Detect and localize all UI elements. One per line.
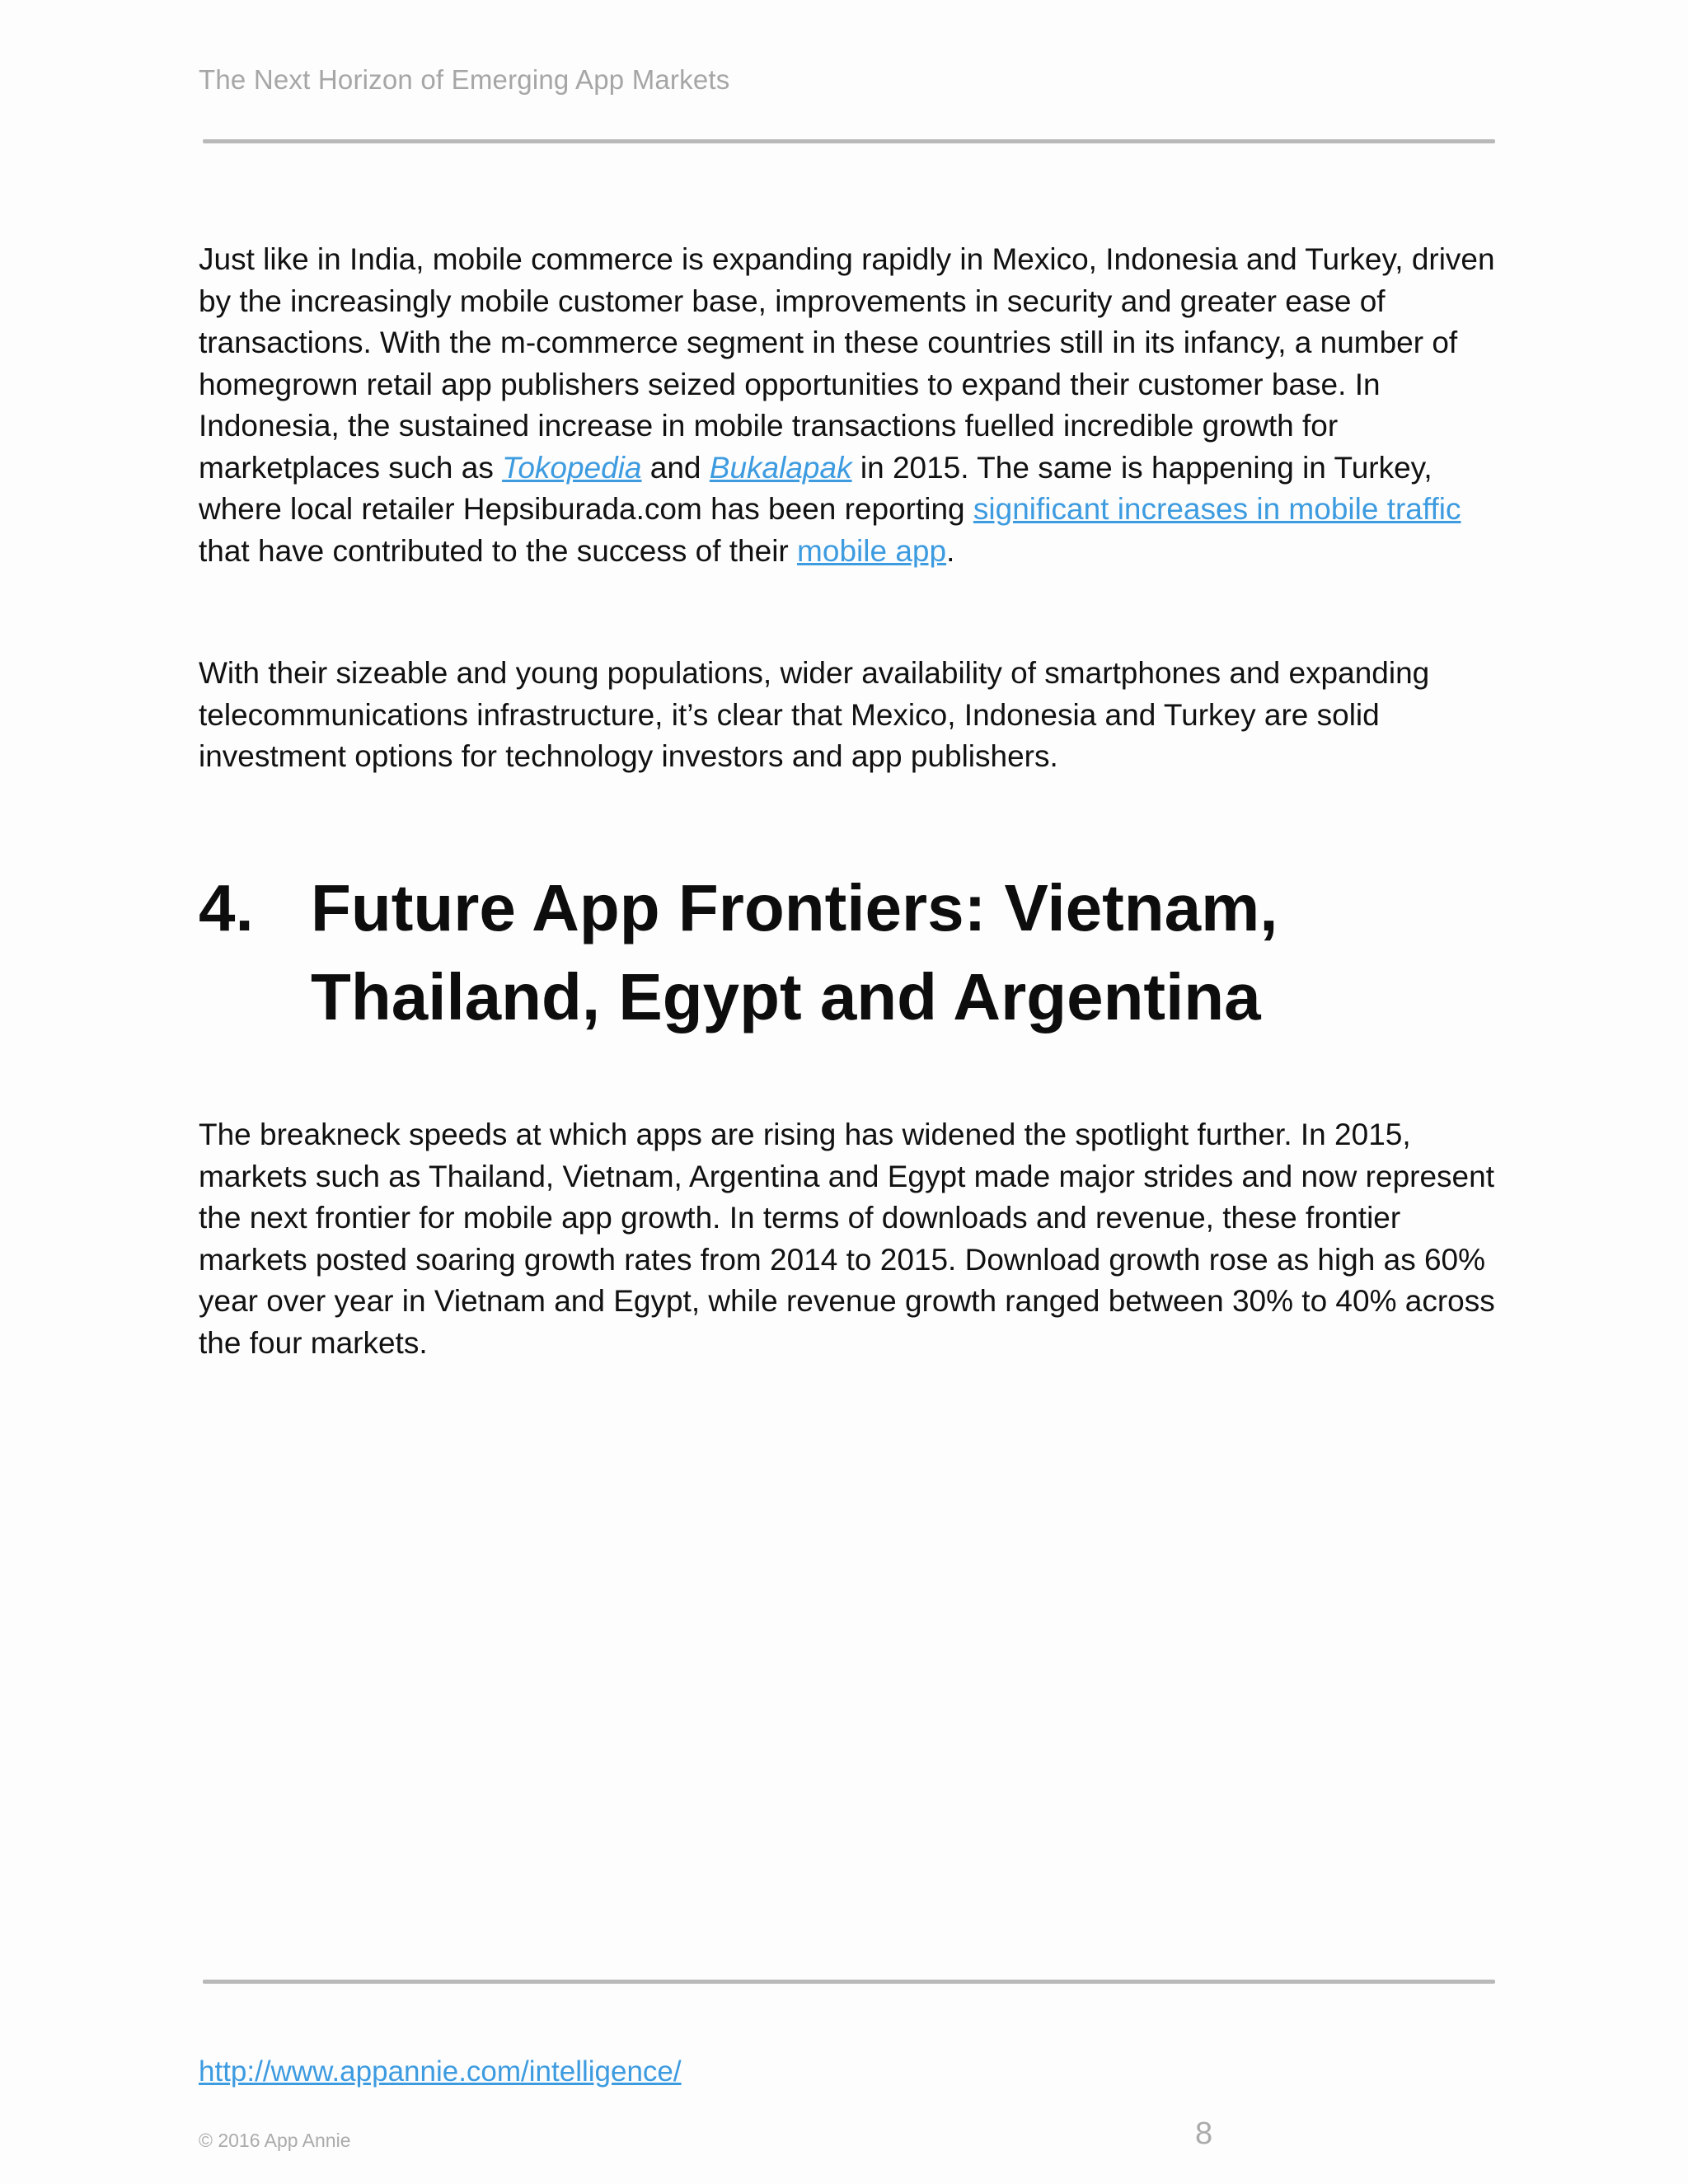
paragraph-mcommerce <box>199 239 1501 572</box>
link-tokopedia[interactable]: Tokopedia <box>502 450 642 485</box>
footer-divider <box>203 1980 1495 1984</box>
copyright-notice: © 2016 App Annie <box>199 2130 351 2151</box>
section-number: 4. <box>199 871 254 944</box>
paragraph-text: . <box>946 533 955 568</box>
paragraph-text: in 2015. The same is happening in Turkey, where local retailer Hepsiburada.com has been reporting <box>199 450 1432 526</box>
paragraph-text: that have contributed to the success of their <box>199 533 798 568</box>
link-bukalapak[interactable]: Bukalapak <box>709 450 852 485</box>
section-title <box>311 864 1501 1042</box>
link-mobile-app[interactable]: mobile app <box>797 533 947 568</box>
footer-link[interactable]: http://www.appannie.com/intelligence/ <box>199 2055 682 2088</box>
section-title-line: Thailand, Egypt and Argentina <box>311 960 1261 1033</box>
paragraph-frontiers: The breakneck speeds at which apps are rising has widened the spotlight further. In 2015, markets such as Thailand, Vietnam, Argentina and Egypt made major strides and now represent the next frontier for mobile app growth. In terms of downloads and revenue, these frontier markets posted soaring growth rates from 2014 to 2015. Download growth rose as high as 60% year over year in Vietnam and Egypt, while revenue growth ranged between 30% to 40% across the four markets. <box>199 1118 1495 1360</box>
section-heading <box>199 864 1501 1042</box>
paragraph-investment: With their sizeable and young populations, wider availability of smartphones and expanding telecommunications infrastructure, it’s clear that Mexico, Indonesia and Turkey are solid investment options for technology investors and app publishers. <box>199 656 1430 773</box>
paragraph-text: and <box>641 450 710 485</box>
header-divider <box>203 139 1495 143</box>
running-header: The Next Horizon of Emerging App Markets <box>199 64 730 95</box>
page-number: 8 <box>1195 2116 1213 2151</box>
link-mobile-traffic[interactable]: significant increases in mobile traffic <box>973 492 1461 526</box>
section-title-line: Future App Frontiers: Vietnam, <box>311 871 1278 944</box>
paragraph-text: Just like in India, mobile commerce is expanding rapidly in Mexico, Indonesia and Turkey, driven by the increasingly mobile customer base, improvements in security and greater ease of transactions. With the m-commerce segment in these countries still in its infancy, a number of homegrown retail app publishers seized opportunities to expand their customer base. In Indonesia, the sustained increase in mobile transactions fuelled incredible growth for marketplaces such as <box>199 242 1495 485</box>
